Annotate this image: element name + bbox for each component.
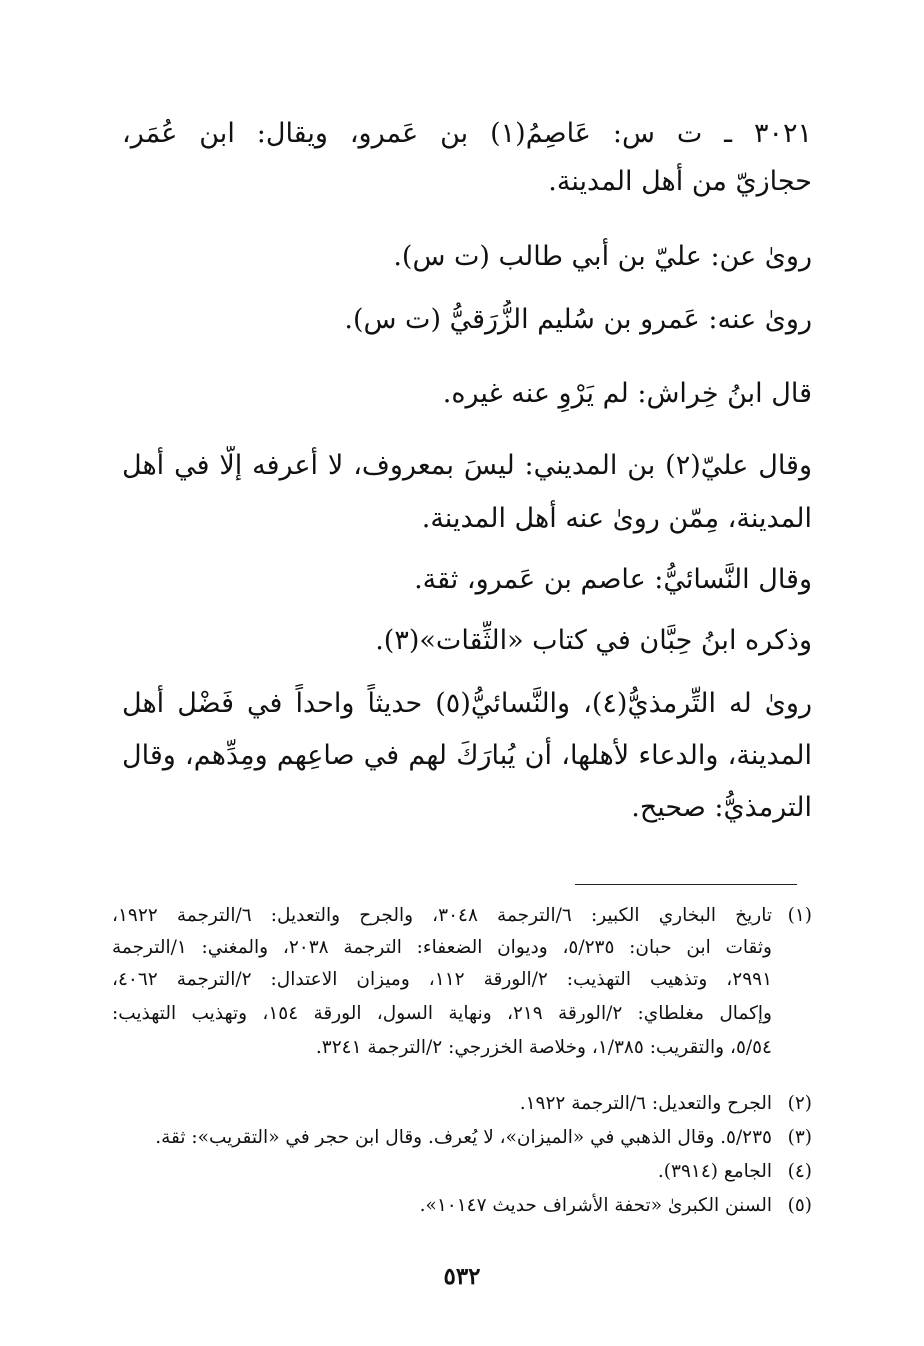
entry-heading-line: ٣٠٢١ ـ ت س: عَاصِمُ(١) بن عَمرو، ويقال: ابن عُمَر، [122,118,812,149]
footnote-number: (٥) [787,1195,812,1216]
footnote-text: السنن الكبرىٰ «تحفة الأشراف حديث ١٠١٤٧». [419,1195,772,1216]
footnote-1-line: وثقات ابن حبان: ٥/٢٣٥، وديوان الضعفاء: الترجمة ٢٠٣٨، والمغني: ١/الترجمة [112,937,772,958]
footnote-2 [112,1090,812,1118]
footnote-1 [112,902,812,930]
footnote-1-line: وإكمال مغلطاي: ٢/الورقة ٢١٩، ونهاية السول، الورقة ١٥٤، وتهذيب التهذيب: [112,1003,772,1024]
footnote-3 [112,1124,812,1152]
footnote-text: الجامع (٣٩١٤). [657,1161,772,1182]
statement-nasai: وقال النَّسائيُّ: عاصم بن عَمرو، ثقة. [414,564,812,595]
footnote-number: (٤) [787,1161,812,1182]
footnote-number: (١) [787,905,812,926]
footnote-1-line: ٢٩٩١، وتذهيب التهذيب: ٢/الورقة ١١٢، وميزان الاعتدال: ٢/الترجمة ٤٠٦٢، [112,969,772,990]
footnote-text: ٥/٢٣٥. وقال الذهبي في «الميزان»، لا يُعرف. وقال ابن حجر في «التقريب»: ثقة. [155,1127,772,1148]
footnote-text: الجرح والتعديل: ٦/الترجمة ١٩٢٢. [519,1093,772,1114]
statement-ali-madini-cont: المدينة، مِمّن روىٰ عنه أهل المدينة. [421,503,812,534]
footnote-number: (٣) [787,1127,812,1148]
narrated-by: روىٰ عنه: عَمرو بن سُليم الزُّرَقيُّ (ت س). [344,304,812,335]
hadith-narration-line: المدينة، والدعاء لأهلها، أن يُبارَكَ لهم في صاعِهم ومِدِّهم، وقال [122,740,812,771]
statement-ali-madini: وقال عليّ(٢) بن المديني: ليسَ بمعروف، لا أعرفه إلّا في أهل [122,450,812,481]
footnote-number: (٢) [787,1093,812,1114]
footnote-4 [112,1158,812,1186]
statement-ibn-khirash: قال ابنُ خِراش: لم يَرْوِ عنه غيره. [442,378,812,409]
footnote-text: تاريخ البخاري الكبير: ٦/الترجمة ٣٠٤٨، والجرح والتعديل: ٦/الترجمة ١٩٢٢، [112,905,772,926]
hadith-narration-line: الترمذيُّ: صحيح. [631,792,812,823]
footnote-separator [575,884,797,885]
narrated-from: روىٰ عن: عليّ بن أبي طالب (ت س). [393,241,812,272]
page-number: ٥٣٢ [443,1263,481,1290]
statement-ibn-hibban: وذكره ابنُ حِبَّان في كتاب «الثِّقات»(٣). [375,625,812,656]
hadith-narration-line: روىٰ له التِّرمذيُّ(٤)، والنَّسائيُّ(٥) حديثاً واحداً في فَضْل أهل [122,688,812,719]
footnote-1-line: ٥/٥٤، والتقريب: ١/٣٨٥، وخلاصة الخزرجي: ٢/الترجمة ٣٢٤١. [315,1037,772,1058]
footnote-5 [112,1192,812,1220]
entry-heading-line-2: حجازيّ من أهل المدينة. [548,166,812,197]
